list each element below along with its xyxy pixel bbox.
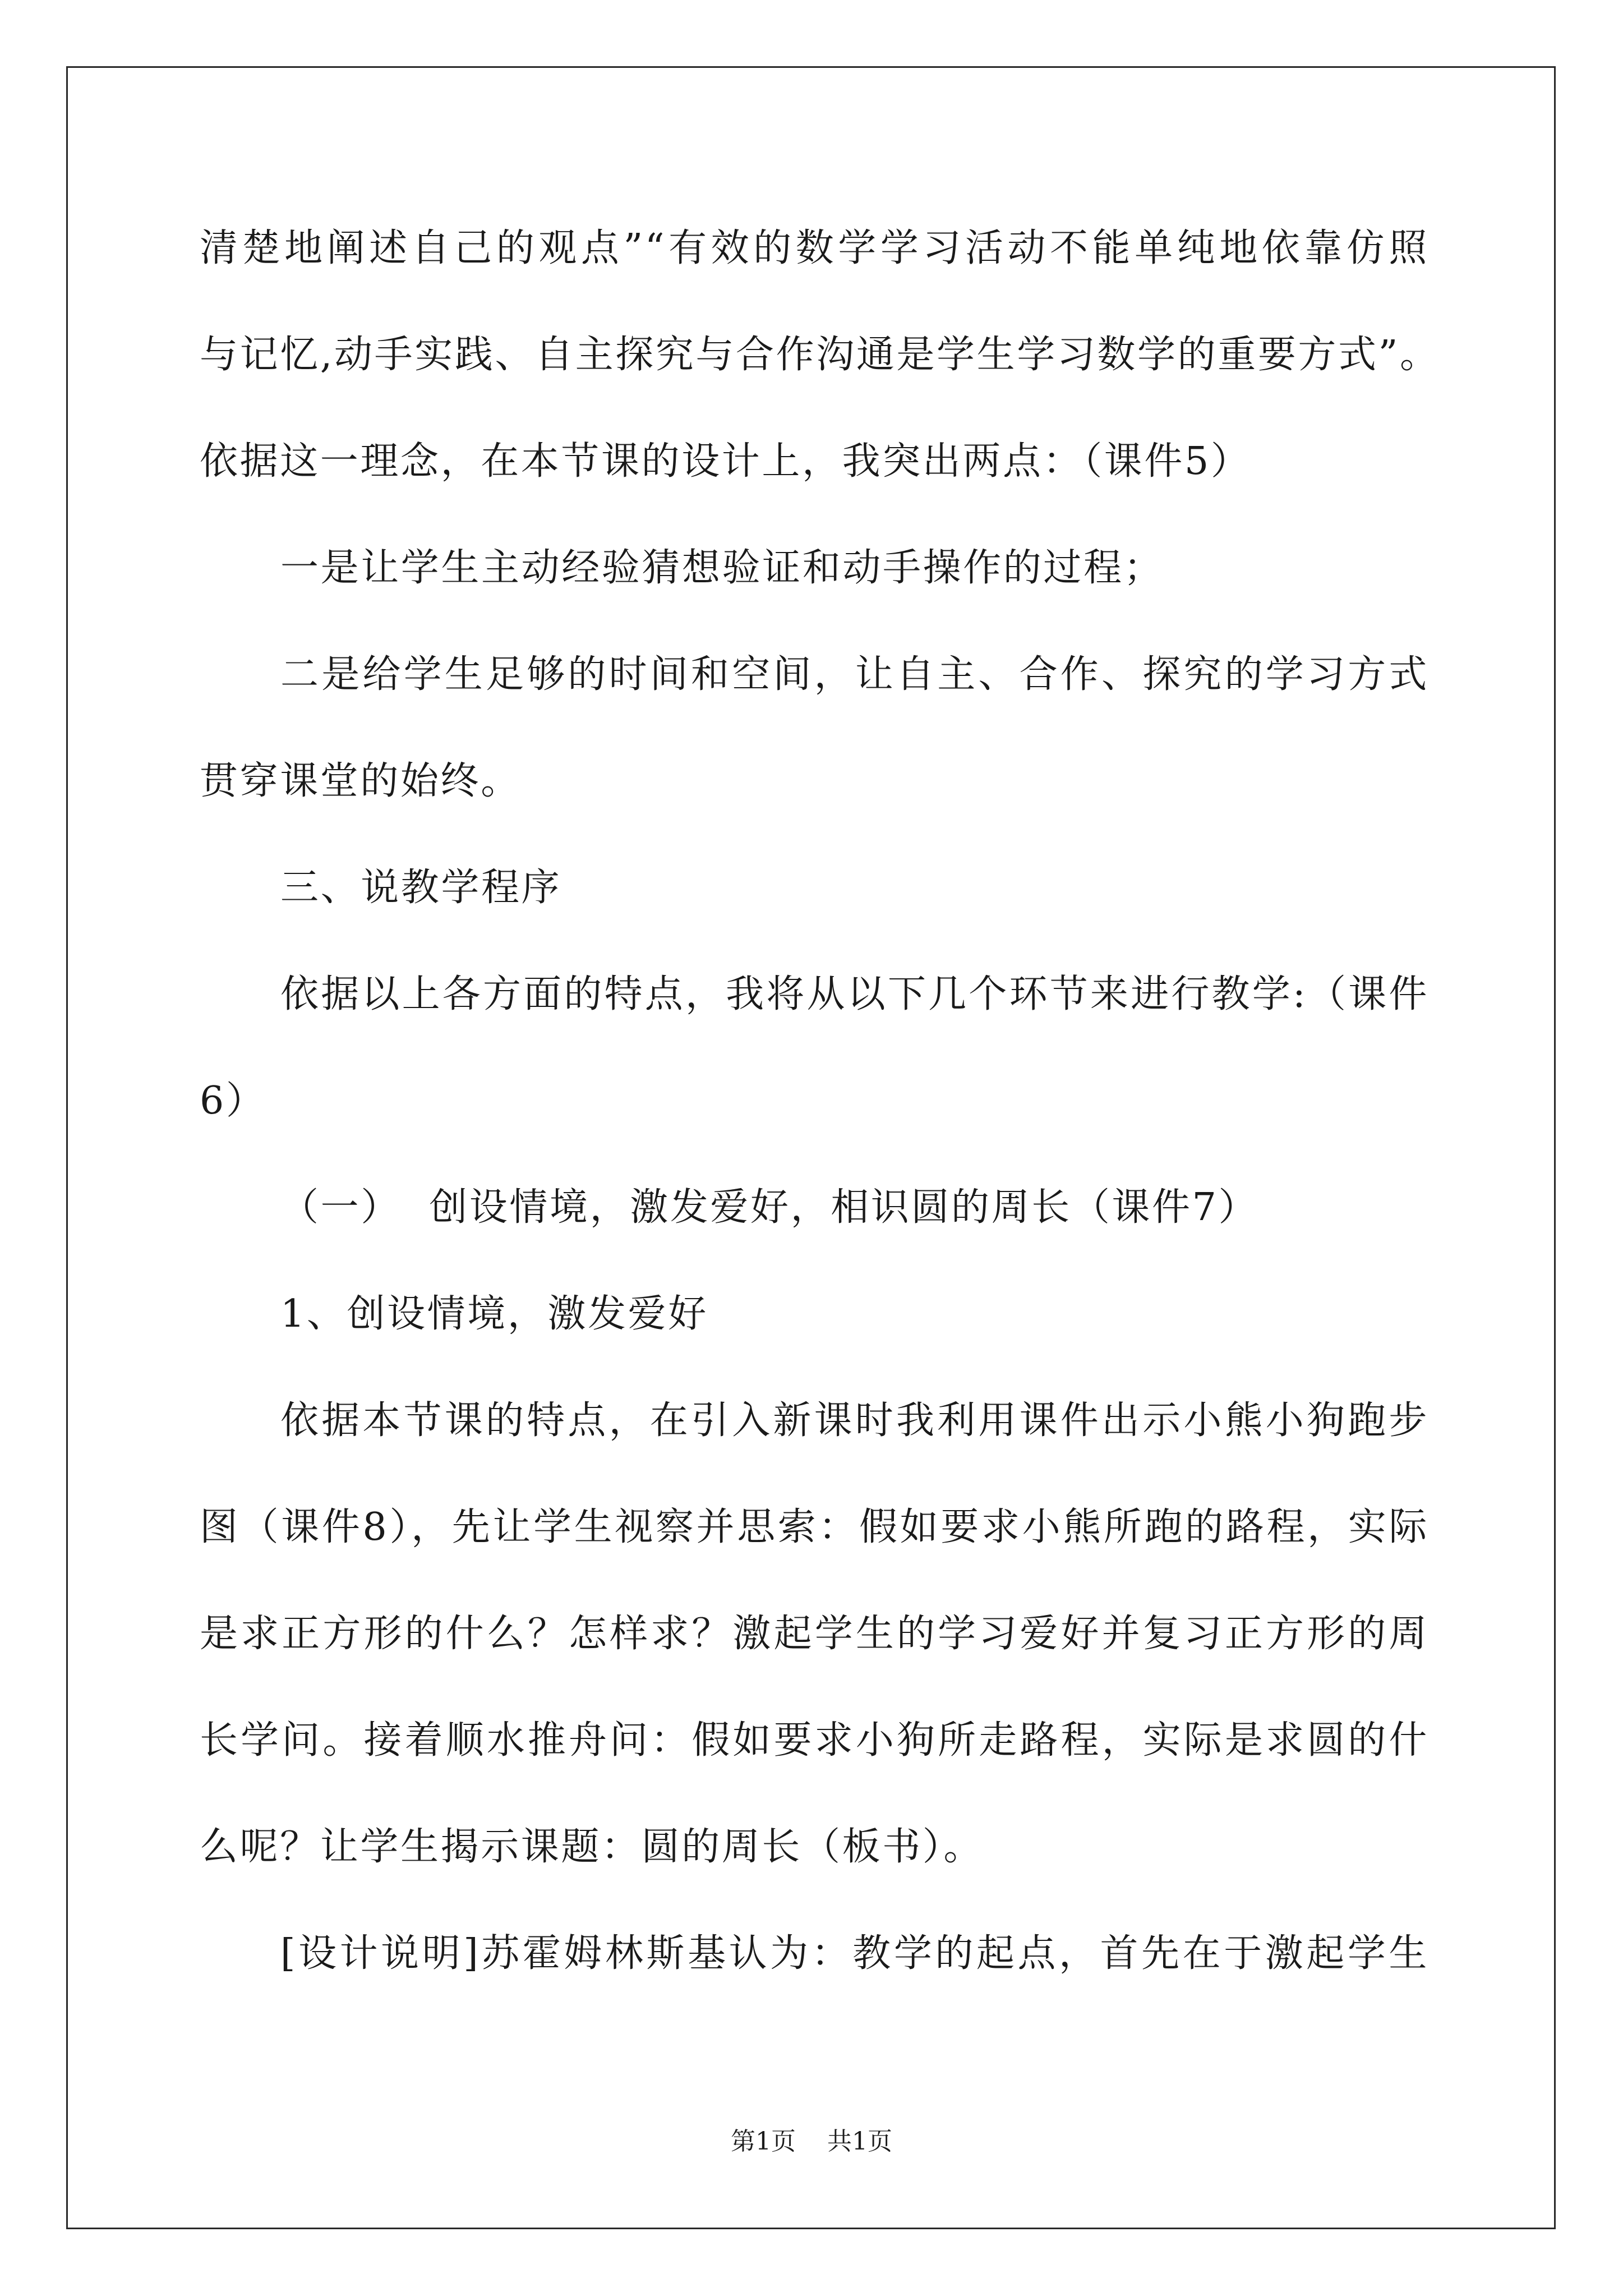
page-number: 第1页 xyxy=(731,2127,796,2156)
paragraph-line: 图（课件8），先让学生视察并思索：假如要求小熊所跑的路程，实际 xyxy=(200,1505,1429,1549)
paragraph-line: 与记忆,动手实践、自主探究与合作沟通是学生学习数学的重要方式”。 xyxy=(200,333,1440,377)
paragraph-line: 一是让学生主动经验猜想验证和动手操作的过程； xyxy=(280,546,1164,590)
paragraph-line: 6） xyxy=(200,1079,266,1123)
page-footer xyxy=(0,2125,1623,2159)
paragraph-line: 依据本节课的特点，在引入新课时我利用课件出示小熊小狗跑步 xyxy=(280,1398,1429,1443)
paragraph-line: [设计说明]苏霍姆林斯基认为：教学的起点，首先在于激起学生 xyxy=(280,1931,1429,1976)
paragraph-line: 贯穿课堂的始终。 xyxy=(200,759,521,803)
paragraph-line: 是求正方形的什么？怎样求？激起学生的学习爱好并复习正方形的周 xyxy=(200,1612,1429,1656)
page-border xyxy=(66,66,1556,2229)
paragraph-line: 依据以上各方面的特点，我将从以下几个环节来进行教学:（课件 xyxy=(280,972,1429,1016)
subsection-heading: （一） 创设情境，激发爱好，相识圆的周长（课件7） xyxy=(280,1185,1259,1230)
page-total: 共1页 xyxy=(827,2127,892,2156)
footer-spacer xyxy=(796,2127,827,2156)
paragraph-line: 依据这一理念，在本节课的设计上，我突出两点：（课件5） xyxy=(200,439,1251,484)
section-heading: 三、说教学程序 xyxy=(280,866,562,910)
subsection-heading: 1、创设情境，激发爱好 xyxy=(280,1292,708,1336)
paragraph-line: 长学问。接着顺水推舟问：假如要求小狗所走路程，实际是求圆的什 xyxy=(200,1718,1429,1763)
paragraph-line: 么呢？让学生揭示课题：圆的周长（板书）。 xyxy=(200,1825,984,1869)
paragraph-line: 二是给学生足够的时间和空间，让自主、合作、探究的学习方式 xyxy=(280,652,1429,697)
paragraph-line: 清楚地阐述自己的观点”“有效的数学学习活动不能单纯地依靠仿照 xyxy=(200,226,1429,270)
